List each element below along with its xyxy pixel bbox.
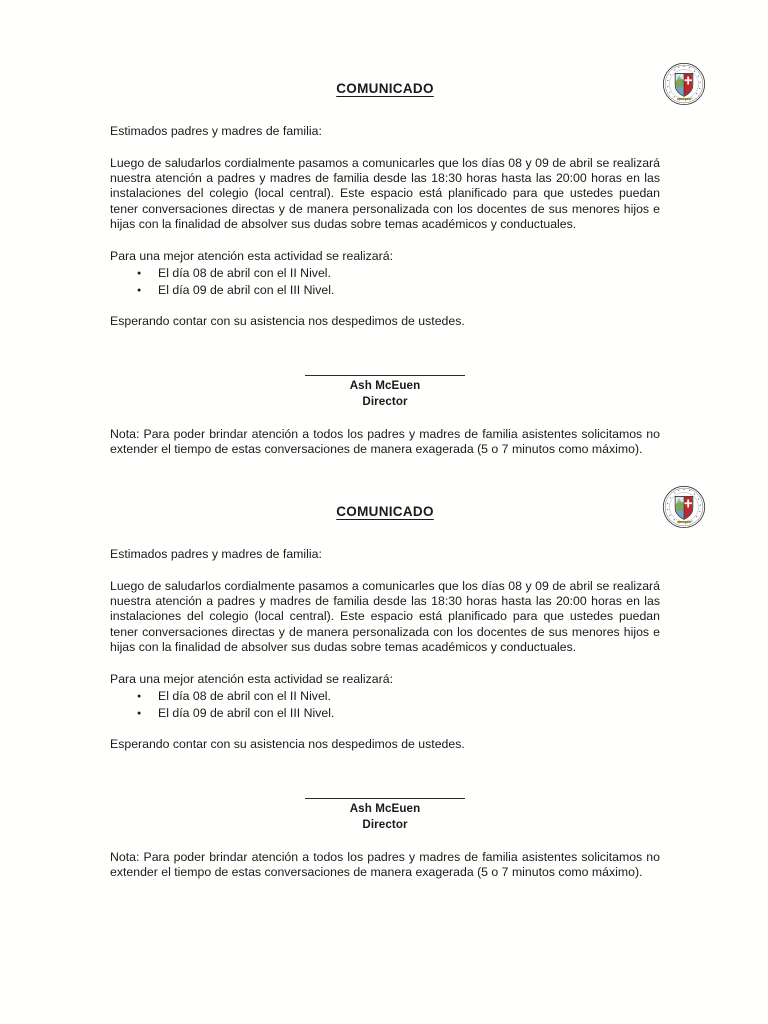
school-crest-logo bbox=[662, 485, 706, 529]
notice-note-paragraph: Nota: Para poder brindar atención a todos los padres y madres de familia asistentes solicitamos no extender el tiempo de estas conversaciones de manera exagerada (5 o 7 minutos como máximo). bbox=[110, 427, 660, 457]
signature-rule bbox=[305, 375, 465, 376]
notice-closing: Esperando contar con su asistencia nos despedimos de ustedes. bbox=[110, 737, 465, 752]
notice-closing: Esperando contar con su asistencia nos despedimos de ustedes. bbox=[110, 314, 465, 329]
notice-body-paragraph: Luego de saludarlos cordialmente pasamos a comunicarles que los días 08 y 09 de abril se realizará nuestra atención a padres y madres de familia desde las 18:30 horas hasta las 20:00 horas en las instalaciones del colegio (local central). Este espacio está planificado para que ustedes puedan tener conversaciones directas y de manera personalizada con los docentes de sus menores hijos e hijas con la finalidad de absolver sus dudas sobre temas académicos y conductuales. bbox=[110, 579, 660, 654]
notice-salutation: Estimados padres y madres de familia: bbox=[110, 124, 322, 138]
notice-schedule-lead-in: Para una mejor atención esta actividad se realizará: bbox=[110, 249, 393, 264]
signatory-role: Director bbox=[362, 395, 408, 409]
notice-salutation: Estimados padres y madres de familia: bbox=[110, 547, 322, 561]
list-item: ● El día 09 de abril con el III Nivel. bbox=[110, 705, 660, 722]
notice-schedule-lead-in: Para una mejor atención esta actividad se realizará: bbox=[110, 672, 393, 687]
notice-schedule-list bbox=[110, 265, 660, 298]
notice-copy-1 bbox=[110, 62, 660, 457]
school-crest-logo bbox=[662, 62, 706, 106]
notice-schedule-list bbox=[110, 688, 660, 721]
notice-title-row bbox=[110, 485, 660, 525]
notice-title: COMUNICADO bbox=[336, 81, 434, 96]
school-crest-icon bbox=[662, 62, 706, 106]
signature-block bbox=[110, 375, 660, 410]
signatory-name: Ash McEuen bbox=[349, 802, 421, 816]
signature-rule bbox=[305, 798, 465, 799]
list-item: ● El día 08 de abril con el II Nivel. bbox=[110, 688, 660, 705]
signatory-name: Ash McEuen bbox=[349, 379, 421, 393]
signatory-role: Director bbox=[362, 818, 408, 832]
notice-body-paragraph: Luego de saludarlos cordialmente pasamos a comunicarles que los días 08 y 09 de abril se realizará nuestra atención a padres y madres de familia desde las 18:30 horas hasta las 20:00 horas en las instalaciones del colegio (local central). Este espacio está planificado para que ustedes puedan tener conversaciones directas y de manera personalizada con los docentes de sus menores hijos e hijas con la finalidad de absolver sus dudas sobre temas académicos y conductuales. bbox=[110, 156, 660, 231]
list-item: ● El día 09 de abril con el III Nivel. bbox=[110, 282, 660, 299]
notice-title: COMUNICADO bbox=[336, 504, 434, 519]
list-item: ● El día 08 de abril con el II Nivel. bbox=[110, 265, 660, 282]
signature-block bbox=[110, 798, 660, 833]
notice-copy-2 bbox=[110, 485, 660, 880]
notice-note-paragraph: Nota: Para poder brindar atención a todos los padres y madres de familia asistentes solicitamos no extender el tiempo de estas conversaciones de manera exagerada (5 o 7 minutos como máximo). bbox=[110, 850, 660, 880]
notice-title-row bbox=[110, 62, 660, 102]
school-crest-icon bbox=[662, 485, 706, 529]
